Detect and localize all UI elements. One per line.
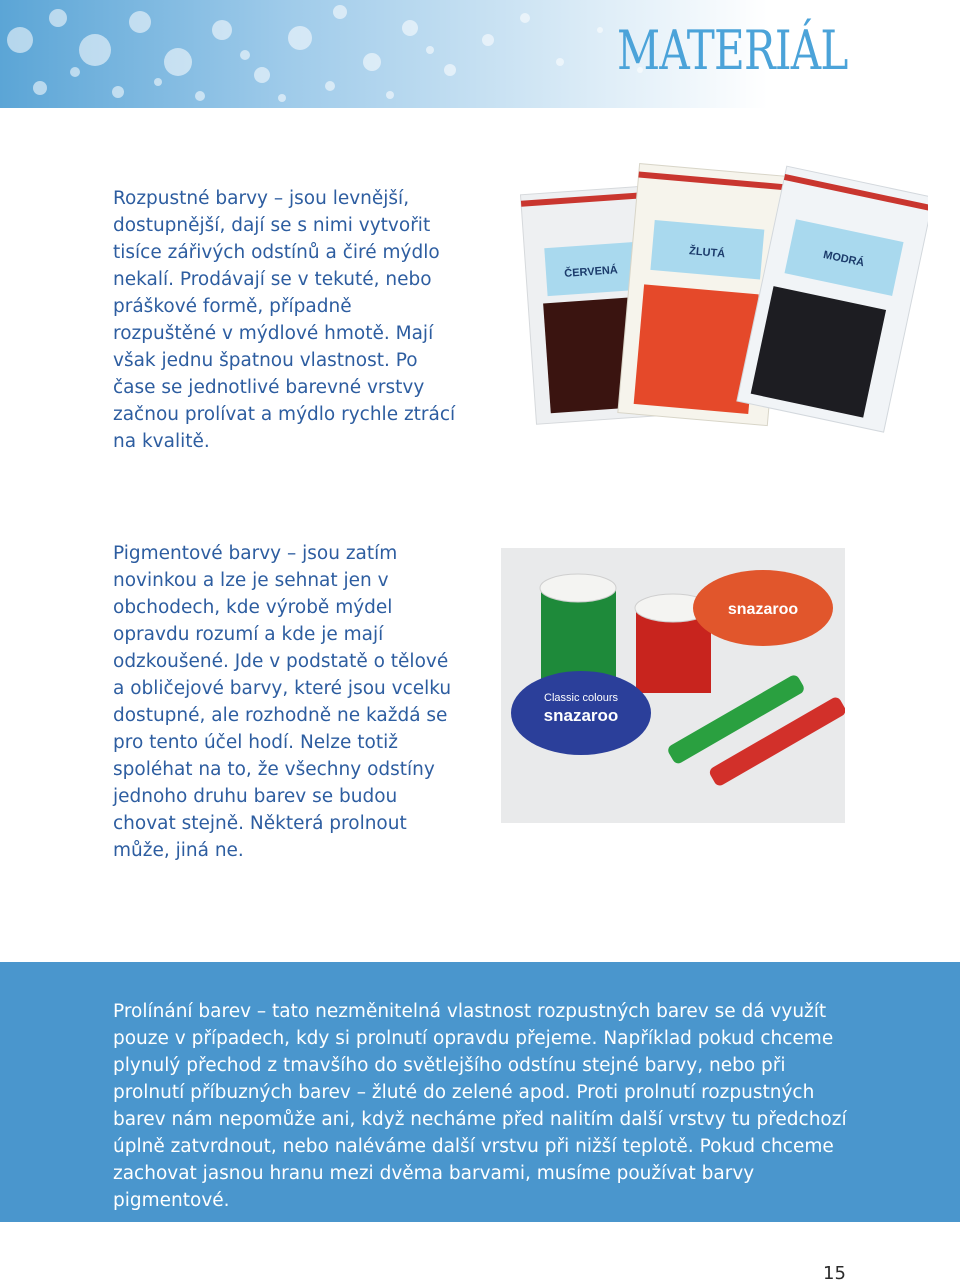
- soluble-colors-paragraph: Rozpustné barvy – jsou levnější, dostupnější, dají se s nimi vytvořit tisíce zářivých odstínů a čiré mýdlo nekalí. Prodávají se v tekuté, nebo práškové formě, případně rozpuštěné v mýdlové hmotě. Mají však jednu špatnou vlastnost. Po čase se jednotlivé barevné vrstvy začnou prolívat a mýdlo rychle ztrácí na kvalitě.: [113, 188, 456, 452]
- pigment-colors-paragraph: Pigmentové barvy – jsou zatím novinkou a lze je sehnat jen v obchodech, kde výrobě mýdel opravdu rozumí a kde je mají odzkoušené. Jde v podstatě o tělové a obličejové barvy, které jsou vcelku dostupné, ale rozhodně ne každá se pro tento účel hodí. Nelze totiž spoléhat na to, že všechny odstíny jednoho druhu barev se budou chovat stejně. Některá prolnout může, jiná ne.: [113, 543, 452, 861]
- blue-pot-sub: Classic colours: [544, 692, 618, 704]
- header-banner: [0, 0, 960, 108]
- orange-pot-brand: snazaroo: [727, 601, 799, 618]
- page-title: MATERIÁL: [617, 19, 848, 82]
- bag-label-yellow: ŽLUTÁ: [688, 245, 726, 261]
- blue-pot-brand: snazaroo: [543, 706, 619, 725]
- blending-paragraph: Prolínání barev – tato nezměnitelná vlastnost rozpustných barev se dá využít pouze v případech, kdy si prolnutí opravdu přejeme. Například pokud chceme plynulý přechod z tmavšího do světlejšího odstínu stejné barvy, nebo při prolnutí příbuzných barev – žluté do zelené apod. Proti prolnutí rozpustných barev nám nepomůže ani, když necháme před nalitím další vrstvy tu předchozí úplně zatvrdnout, nebo naléváme další vrstvu při nižší teplotě. Pokud chceme zachovat jasnou hranu mezi dvěma barvami, musíme používat barvy pigmentové.: [113, 1001, 847, 1211]
- page-number: 15: [823, 1263, 846, 1284]
- bag-label-blue: MODRÁ: [822, 248, 866, 270]
- bag-label-red: ČERVENÁ: [563, 264, 619, 280]
- soluble-colors-photo: [508, 150, 928, 450]
- pigment-colors-photo: [501, 548, 845, 823]
